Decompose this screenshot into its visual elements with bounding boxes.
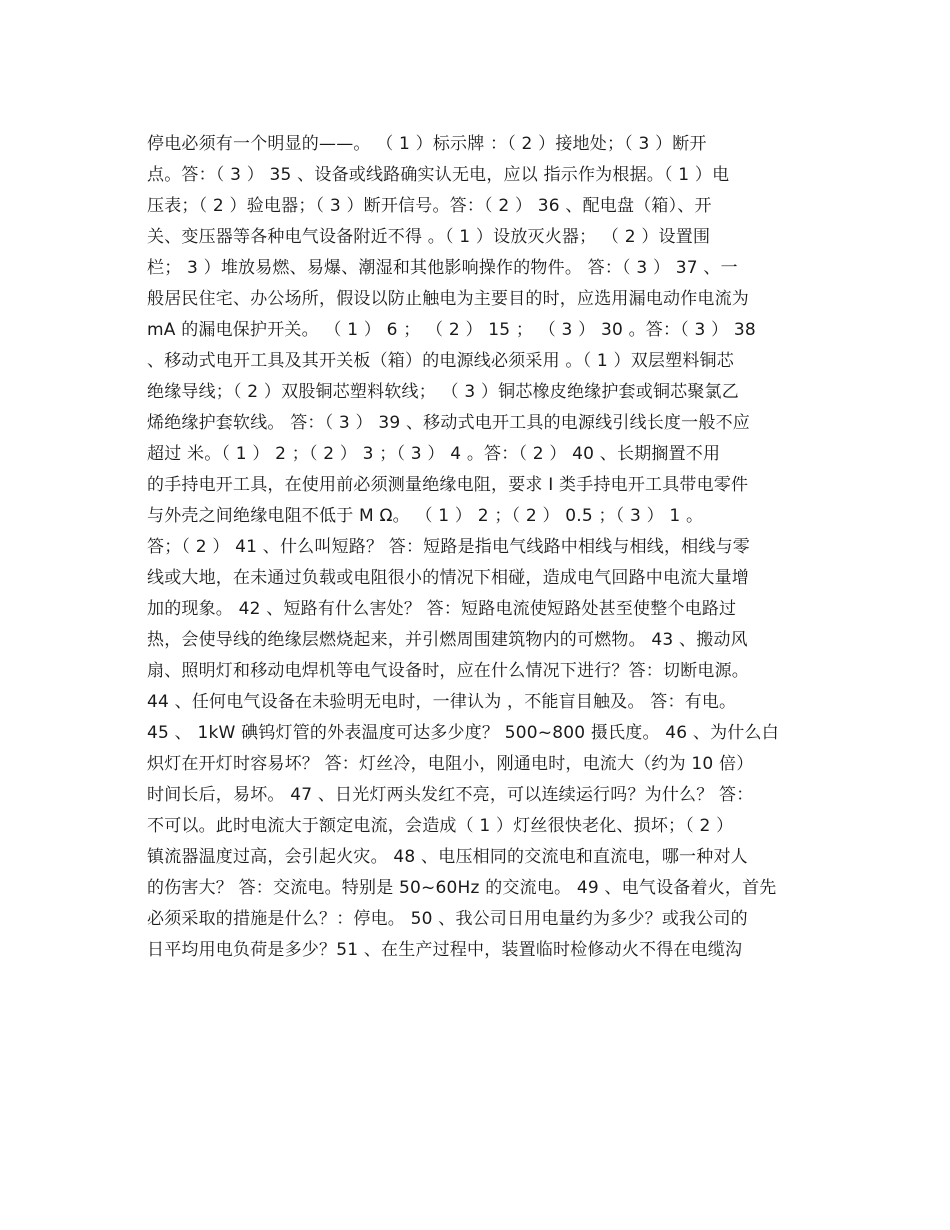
text-line: 时间长后，易坏。 47 、日光灯两头发红不亮，可以连续运行吗？为什么？ 答： bbox=[147, 785, 754, 805]
text-line: 的伤害大？ 答：交流电。特别是 50~60Hz 的交流电。 49 、电气设备着火，首先 bbox=[147, 878, 777, 898]
text-line: 扇、照明灯和移动电焊机等电气设备时，应在什么情况下进行？答：切断电源。 bbox=[147, 661, 749, 681]
text-line: 烯绝缘护套软线。 答：（ 3 ） 39 、移动式电开工具的电源线引线长度一般不应 bbox=[147, 413, 750, 433]
text-line: 点。答：（ 3 ） 35 、设备或线路确实认无电，应以 指示作为根据。（ 1 ）电 bbox=[147, 165, 730, 185]
text-line: 不可以。此时电流大于额定电流，会造成（ 1 ）灯丝很快老化、损坏；（ 2 ） bbox=[147, 816, 734, 836]
text-line: mA 的漏电保护开关。 （ 1 ） 6 ； （ 2 ） 15 ； （ 3 ） 30 。答：（ 3 ） 38 bbox=[147, 320, 756, 340]
text-line: 热，会使导线的绝缘层燃烧起来，并引燃周围建筑物内的可燃物。 43 、搬动风 bbox=[147, 630, 748, 650]
text-line: 线或大地，在未通过负载或电阻很小的情况下相碰，造成电气回路中电流大量增 bbox=[147, 568, 749, 588]
text-line: 炽灯在开灯时容易坏？ 答：灯丝冷，电阻小，刚通电时，电流大（约为 10 倍） bbox=[147, 754, 754, 774]
text-line: 加的现象。 42 、短路有什么害处？ 答：短路电流使短路处甚至使整个电路过 bbox=[147, 599, 737, 619]
text-line: 停电必须有一个明显的——。 （ 1 ）标示牌 ：（ 2 ）接地处；（ 3 ）断开 bbox=[147, 134, 707, 154]
text-line: 般居民住宅、办公场所，假设以防止触电为主要目的时，应选用漏电动作电流为 bbox=[147, 289, 749, 309]
text-line: 答；（ 2 ） 41 、什么叫短路？ 答：短路是指电气线路中相线与相线，相线与零 bbox=[147, 537, 750, 557]
text-line: 44 、任何电气设备在未验明无电时，一律认为 ，不能盲目触及。 答：有电。 bbox=[147, 692, 737, 712]
text-line: 、移动式电开工具及其开关板（箱）的电源线必须采用 。（ 1 ）双层塑料铜芯 bbox=[147, 351, 734, 371]
text-line: 45 、 1kW 碘钨灯管的外表温度可达多少度？ 500~800 摄氏度。 46 、为什么白 bbox=[147, 723, 779, 743]
text-line: 必须采取的措施是什么？：停电。 50 、我公司日用电量约为多少？或我公司的 bbox=[147, 909, 748, 929]
text-line: 绝缘导线；（ 2 ）双股铜芯塑料软线； （ 3 ）铜芯橡皮绝缘护套或铜芯聚氯乙 bbox=[147, 382, 739, 402]
text-line: 压表；（ 2 ）验电器；（ 3 ）断开信号。答：（ 2 ） 36 、配电盘（箱）、开 bbox=[147, 196, 712, 216]
text-line: 关、变压器等各种电气设备附近不得 。（ 1 ）设放灭火器； （ 2 ）设置围 bbox=[147, 227, 711, 247]
text-line: 超过 米。（ 1 ） 2 ；（ 2 ） 3 ；（ 3 ） 4 。答：（ 2 ） 40 、长期搁置不用 bbox=[147, 444, 721, 464]
document-body bbox=[147, 129, 827, 966]
text-line: 栏； 3 ）堆放易燃、易爆、潮湿和其他影响操作的物件。 答：（ 3 ） 37 、一 bbox=[147, 258, 738, 278]
text-line: 与外壳之间绝缘电阻不低于 M Ω。 （ 1 ） 2 ；（ 2 ） 0.5 ；（ 3 ） 1 。 bbox=[147, 506, 704, 526]
text-line: 日平均用电负荷是多少？51 、在生产过程中，装置临时检修动火不得在电缆沟 bbox=[147, 940, 743, 960]
text-line: 镇流器温度过高，会引起火灾。 48 、电压相同的交流电和直流电，哪一种对人 bbox=[147, 847, 748, 867]
text-line: 的手持电开工具，在使用前必须测量绝缘电阻，要求 I 类手持电开工具带电零件 bbox=[147, 475, 749, 495]
